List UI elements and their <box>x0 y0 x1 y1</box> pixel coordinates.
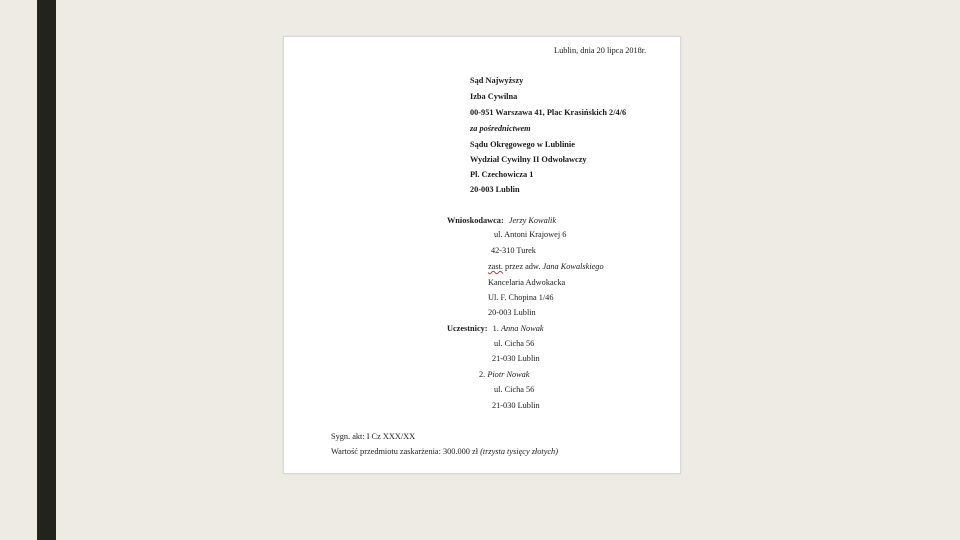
office-street: Ul. F. Chopina 1/46 <box>488 293 554 302</box>
participant-1-number: 1. <box>492 324 499 333</box>
case-value-label: Wartość przedmiotu zaskarżenia: 300.000 zł <box>331 447 481 456</box>
rep-prefix: zast. <box>488 262 503 271</box>
applicant-name: Jerzy Kowalik <box>508 216 557 225</box>
participant-1-street: ul. Cicha 56 <box>494 339 535 348</box>
participant-1-row <box>447 324 544 334</box>
participant-1-name: Anna Nowak <box>500 324 544 333</box>
office-name: Kancelaria Adwokacka <box>488 278 566 287</box>
participants-label: Uczestnicy: <box>447 324 488 333</box>
court-line-7: Pl. Czechowicza 1 <box>470 170 534 179</box>
participant-2-street: ul. Cicha 56 <box>494 385 535 394</box>
applicant-label: Wnioskodawca: <box>447 216 504 225</box>
participant-2-city: 21-030 Lublin <box>492 401 540 410</box>
rep-name: Jana Kowalskiego <box>542 262 604 271</box>
office-city: 20-003 Lublin <box>488 308 536 317</box>
document-page <box>283 36 681 474</box>
court-line-6: Wydział Cywilny II Odwoławczy <box>470 155 587 164</box>
applicant-street: ul. Antoni Krajowej 6 <box>494 230 567 239</box>
case-number: Sygn. akt: I Cz XXX/XX <box>331 432 416 441</box>
applicant-city: 42-310 Turek <box>491 246 536 255</box>
court-line-5: Sądu Okręgowego w Lublinie <box>470 140 575 149</box>
court-line-2: Izba Cywilna <box>470 92 518 101</box>
participant-2-number: 2. <box>479 370 486 379</box>
accent-bar <box>37 0 56 540</box>
participant-1-city: 21-030 Lublin <box>492 354 540 363</box>
participant-2-name: Piotr Nowak <box>487 370 530 379</box>
applicant-row <box>447 216 556 226</box>
court-line-4: za pośrednictwem <box>470 124 531 133</box>
applicant-representative <box>488 262 604 272</box>
rep-text: przez adw. <box>502 262 543 271</box>
case-value-words: (trzysta tysięcy złotych) <box>480 447 558 456</box>
court-line-8: 20-003 Lublin <box>470 185 520 194</box>
date-line: Lublin, dnia 20 lipca 2018r. <box>554 46 647 55</box>
court-line-3: 00-951 Warszawa 41, Plac Krasińskich 2/4/6 <box>470 108 627 117</box>
case-value <box>331 447 558 457</box>
participant-2-row <box>479 370 530 380</box>
court-line-1: Sąd Najwyższy <box>470 76 524 85</box>
